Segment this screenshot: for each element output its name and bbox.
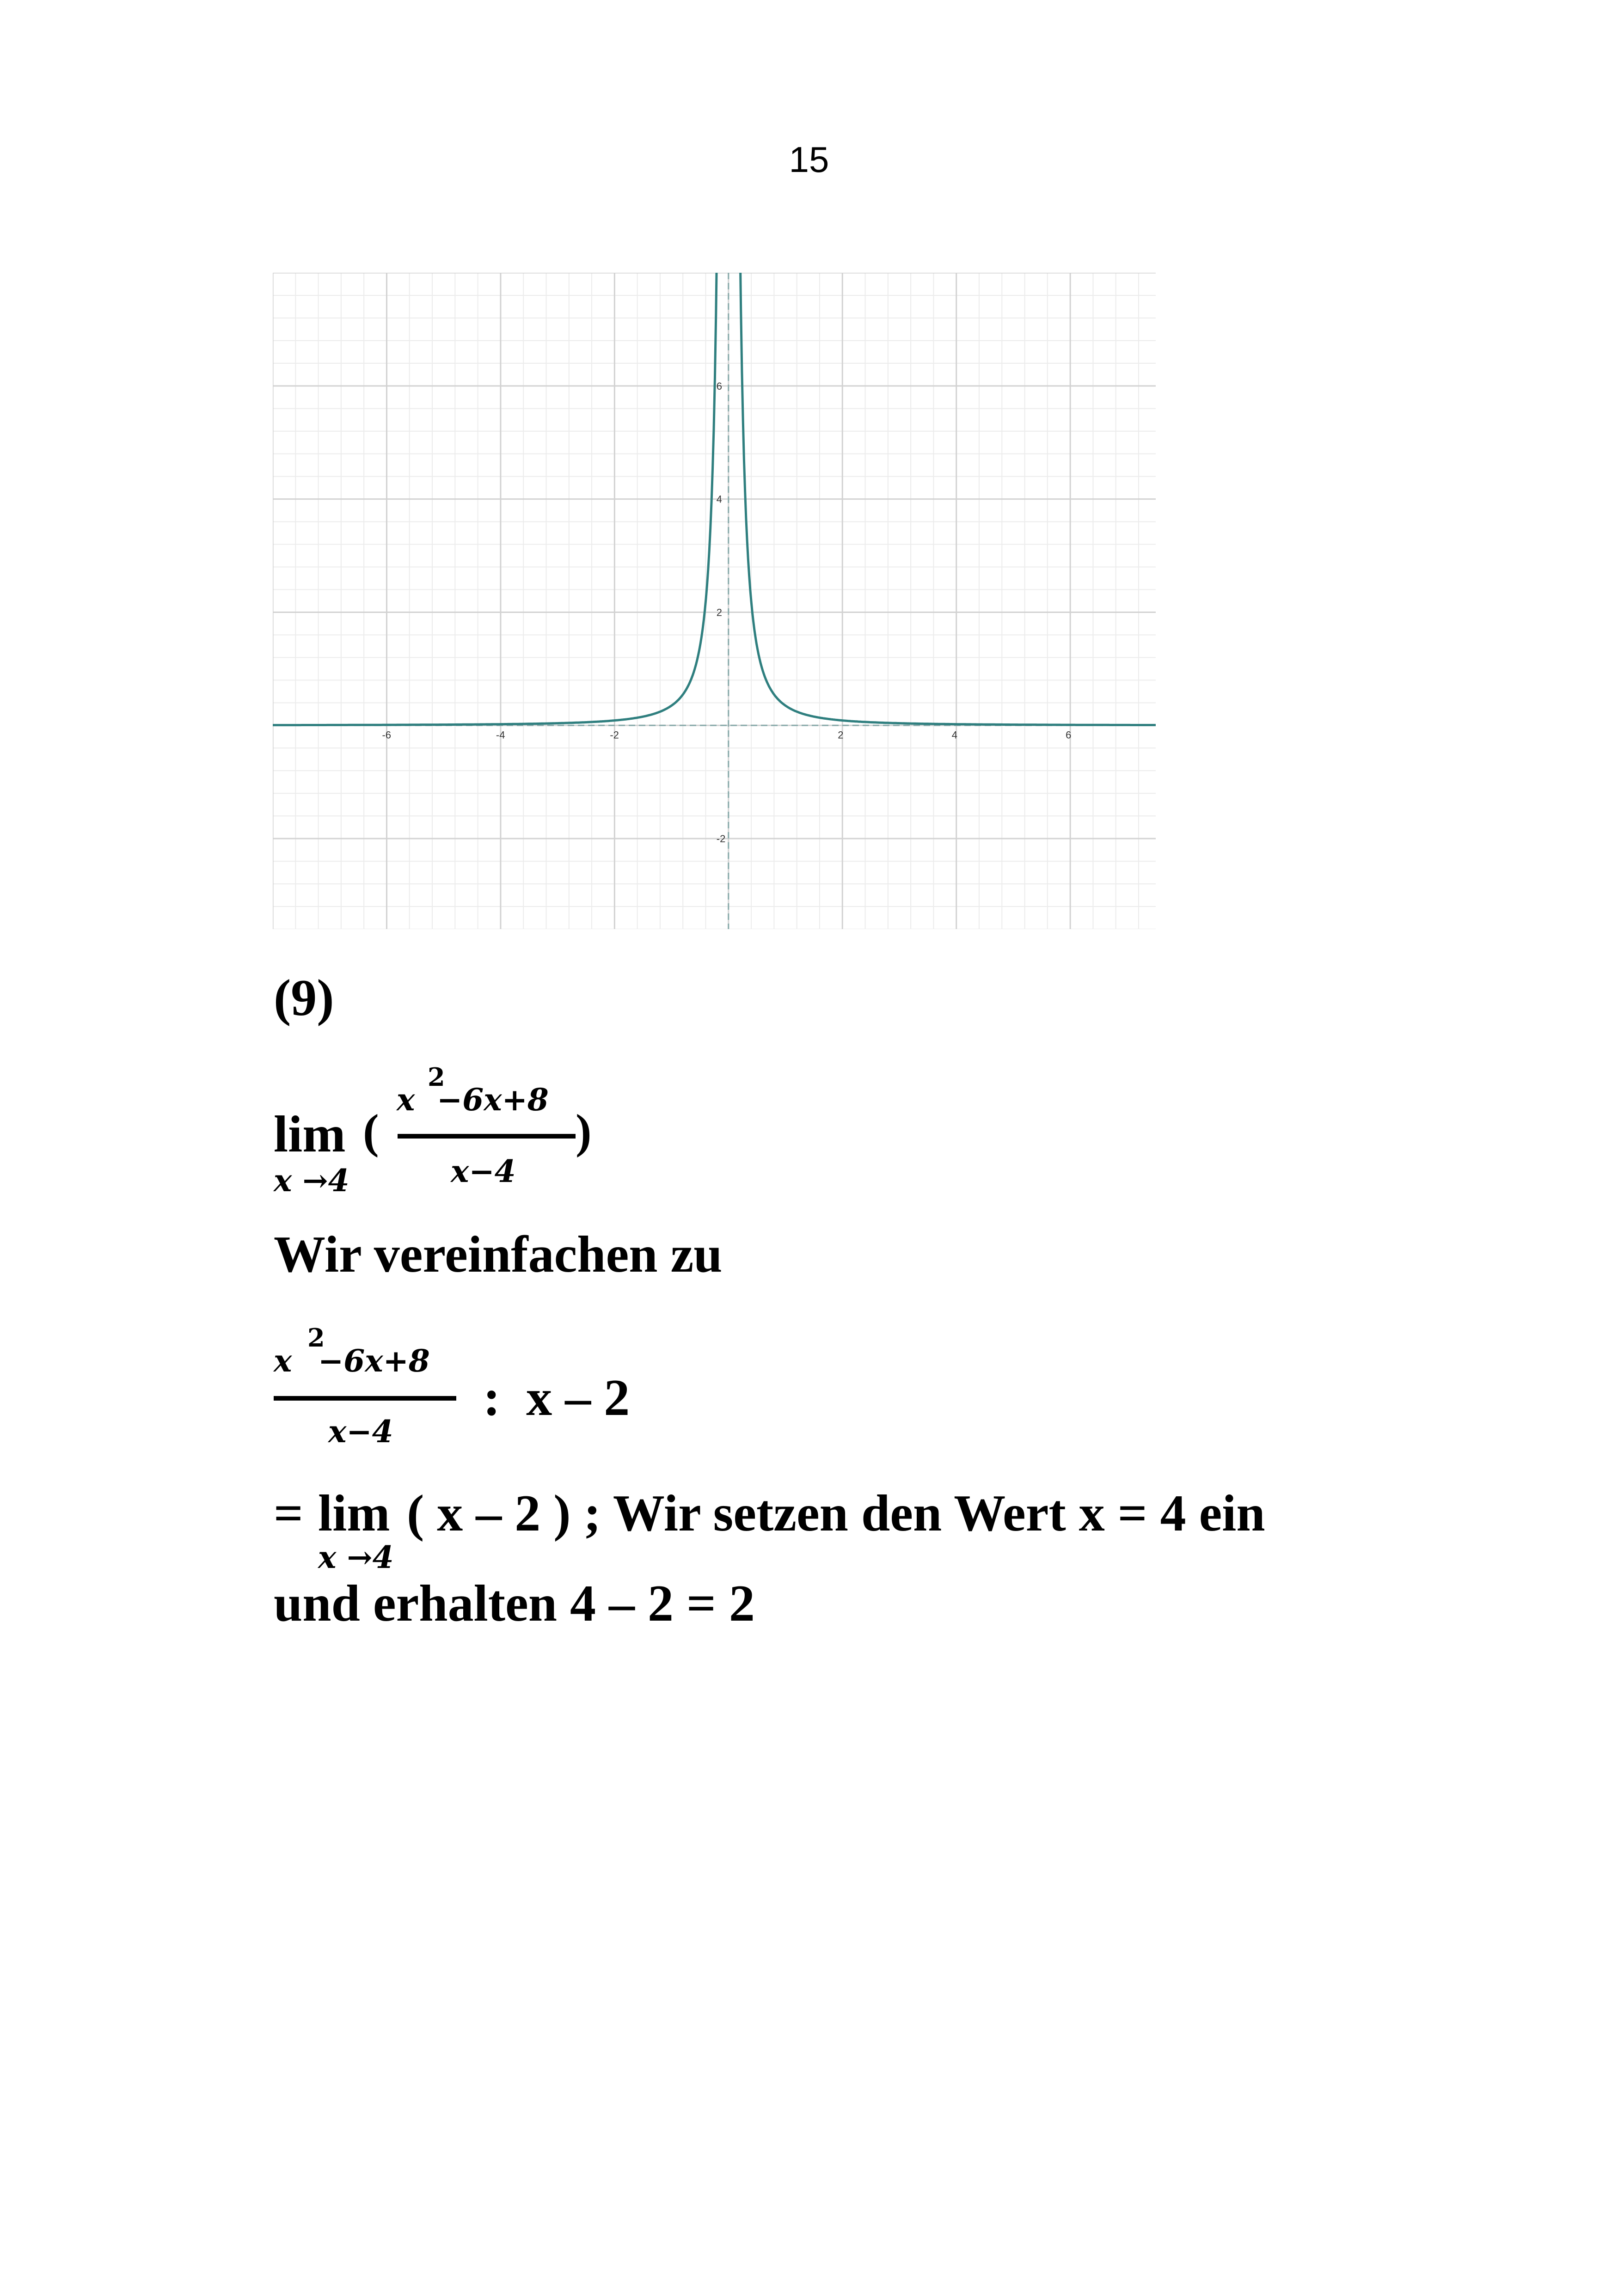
fraction-bar <box>274 1396 456 1401</box>
lim-word: lim <box>274 1106 346 1163</box>
x-tick-label: -6 <box>382 729 392 741</box>
denominator: x−4 <box>328 1414 393 1450</box>
numerator-exponent: 2 <box>428 1062 445 1092</box>
conclusion-text: und erhalten 4 – 2 = 2 <box>274 1575 755 1632</box>
divisor: : x – 2 <box>483 1369 630 1427</box>
x-tick-label: -4 <box>496 729 505 741</box>
numerator-rest: −6x+8 <box>437 1082 549 1118</box>
lim-subscript: x →4 <box>274 1163 349 1199</box>
text-simplify: Wir vereinfachen zu <box>274 1226 723 1283</box>
y-tick-label: 4 <box>716 493 723 505</box>
lim-subscript: x →4 <box>318 1539 394 1575</box>
numerator-x: x <box>274 1343 292 1379</box>
y-tick-label: -2 <box>716 833 726 845</box>
result-text: ( x – 2 ) ; Wir setzen den Wert x = 4 ein <box>407 1485 1265 1542</box>
fraction-bar <box>398 1134 576 1139</box>
x-tick-label: 2 <box>838 729 844 741</box>
numerator-exponent: 2 <box>307 1323 325 1353</box>
close-paren: ) <box>576 1105 592 1158</box>
function-graph <box>273 273 1156 929</box>
x-tick-label: 4 <box>951 729 957 741</box>
page-number: 15 <box>789 139 829 180</box>
y-tick-label: 6 <box>716 380 723 392</box>
denominator: x−4 <box>451 1153 516 1189</box>
open-paren: ( <box>363 1105 379 1158</box>
item-label: (9) <box>274 969 334 1027</box>
lim-word: lim <box>318 1485 390 1542</box>
y-tick-label: 2 <box>716 606 723 618</box>
numerator-x: x <box>397 1082 415 1118</box>
equals-sign: = <box>274 1485 316 1542</box>
x-tick-label: -2 <box>610 729 619 741</box>
numerator-rest: −6x+8 <box>318 1343 430 1379</box>
x-tick-label: 6 <box>1066 729 1072 741</box>
